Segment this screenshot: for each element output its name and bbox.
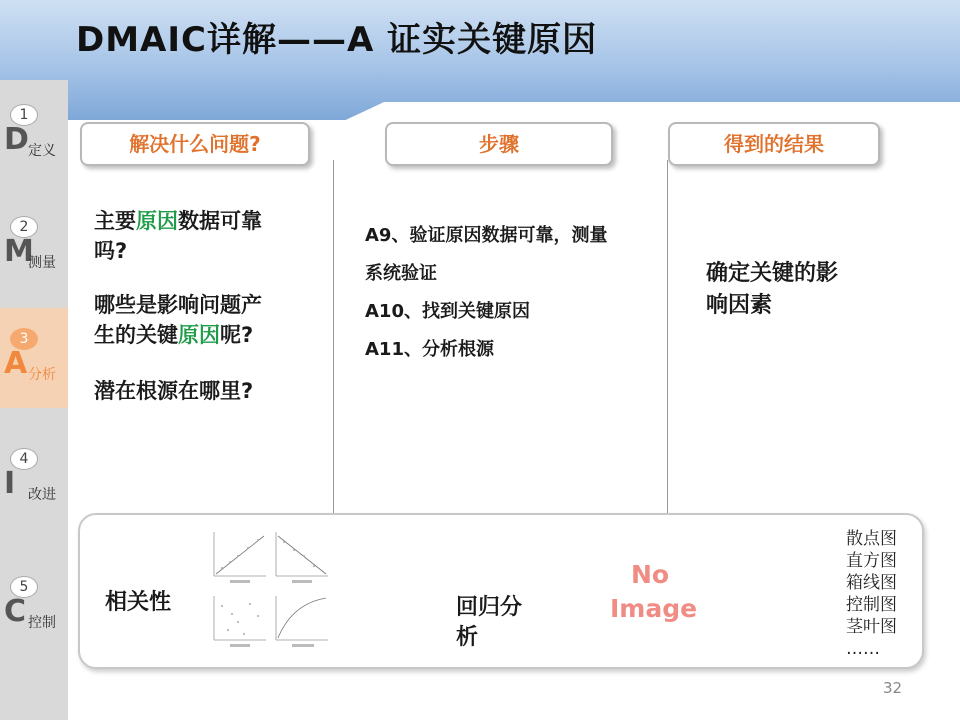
steps-list	[365, 217, 665, 369]
regression-line: 析	[456, 625, 479, 650]
plot-negative	[276, 532, 328, 576]
step-letter: C	[4, 594, 27, 629]
tab-what-problem[interactable]: 解决什么问题?	[80, 122, 310, 166]
q2-highlight: 原因	[178, 323, 220, 347]
tool-item: 直方图	[846, 551, 897, 571]
step-label: 改进	[28, 487, 56, 503]
tab-steps[interactable]: 步骤	[385, 122, 613, 166]
step-letter: M	[4, 234, 34, 269]
sidebar-step-m[interactable]	[0, 210, 68, 310]
step-number: 4	[10, 448, 38, 470]
plot-curve	[276, 596, 328, 640]
step-letter: D	[4, 122, 29, 157]
step-label: 分析	[28, 367, 56, 383]
q1-text: 数据可靠	[178, 209, 262, 233]
question-2	[94, 290, 324, 350]
step-letter: I	[4, 466, 16, 501]
step-label: 测量	[28, 255, 56, 271]
step-number: 2	[10, 216, 38, 238]
step-a9-cont: 系统验证	[365, 263, 437, 284]
column-divider	[667, 160, 668, 515]
scatter-dots	[221, 539, 315, 635]
result-line: 确定关键的影	[706, 261, 839, 286]
correlation-label: 相关性	[105, 590, 172, 615]
tool-item: 箱线图	[846, 573, 897, 593]
tab-results[interactable]: 得到的结果	[668, 122, 880, 166]
no-image-text: Image	[610, 594, 698, 623]
q1-highlight: 原因	[136, 209, 178, 233]
step-a9: A9、验证原因数据可靠，测量	[365, 225, 608, 246]
regression-label	[456, 593, 522, 653]
tools-list	[846, 528, 897, 660]
step-label: 定义	[28, 143, 56, 159]
question-3: 潜在根源在哪里?	[94, 379, 254, 403]
result-text	[706, 258, 896, 322]
column-divider	[333, 160, 334, 515]
tool-item: 控制图	[846, 595, 897, 615]
step-letter: A	[4, 346, 28, 381]
q1-text: 主要	[94, 209, 136, 233]
q2-text: 呢?	[220, 323, 254, 347]
tool-item: 茎叶图	[846, 617, 897, 637]
sidebar-step-d[interactable]	[0, 98, 68, 198]
tool-item: 散点图	[846, 529, 897, 549]
step-a11: A11、分析根源	[365, 339, 494, 360]
step-a10: A10、找到关键原因	[365, 301, 530, 322]
sidebar-step-a[interactable]	[0, 308, 68, 408]
step-label: 控制	[28, 615, 56, 631]
plot-none	[214, 596, 266, 640]
q1-text: 吗?	[94, 239, 128, 263]
no-image-placeholder	[610, 558, 698, 626]
step-number: 5	[10, 576, 38, 598]
regression-line: 回归分	[456, 595, 523, 620]
correlation-plots	[208, 526, 332, 654]
q2-text: 哪些是影响问题产	[94, 293, 262, 317]
dmaic-sidebar	[0, 80, 68, 720]
tool-item: ……	[846, 639, 880, 659]
result-line: 响因素	[706, 293, 773, 318]
page-title: DMAIC详解——A 证实关键原因	[76, 20, 598, 60]
q2-text: 生的关键	[94, 323, 178, 347]
page-number: 32	[883, 679, 903, 697]
no-image-text: No	[630, 560, 670, 589]
step-number: 3	[10, 328, 38, 350]
sidebar-step-i[interactable]	[0, 442, 68, 542]
sidebar-step-c[interactable]	[0, 570, 68, 670]
question-1	[94, 206, 324, 266]
plot-positive	[214, 532, 266, 576]
step-number: 1	[10, 104, 38, 126]
